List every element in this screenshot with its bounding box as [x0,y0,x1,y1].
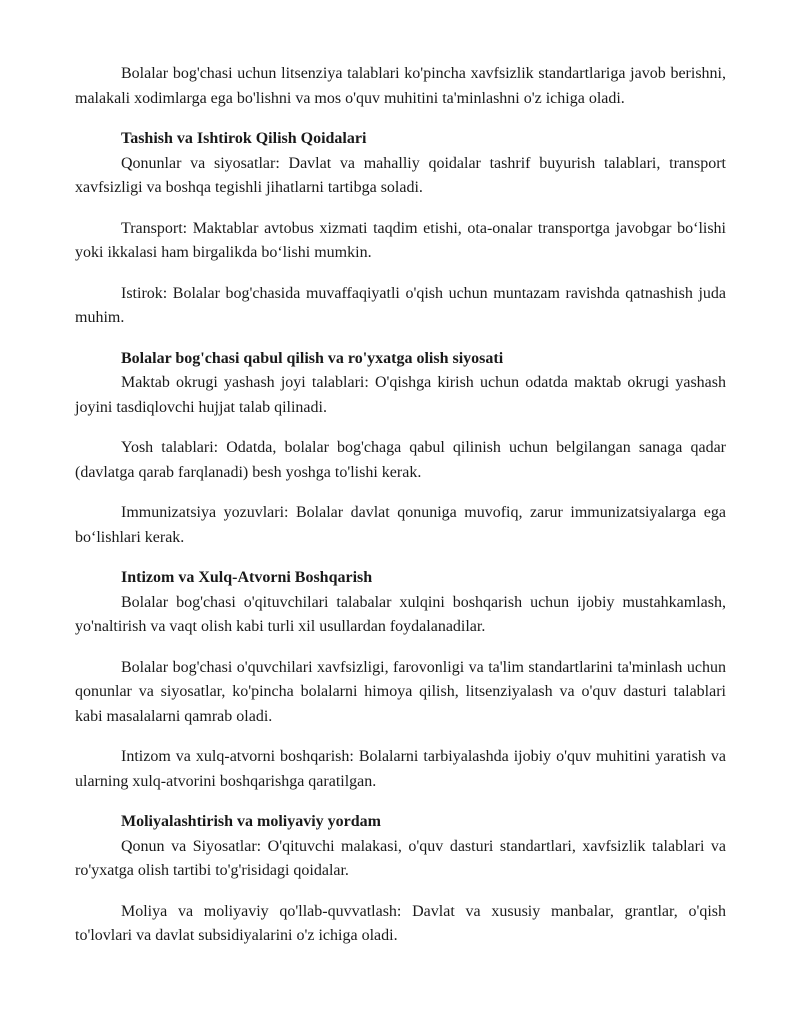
section-paragraph: Qonunlar va siyosatlar: Davlat va mahalliy qoidalar tashrif buyurish talablari, transport xavfsizligi va boshqa tegishli jihatlarni tartibga soladi. [75,154,726,196]
section-heading: Tashish va Ishtirok Qilish Qoidalari [121,130,367,147]
section-paragraph: Bolalar bog'chasi o'qituvchilari talabalar xulqini boshqarish uchun ijobiy mustahkamlash, yo'naltirish va vaqt olish kabi turli xil usullardan foydalanadilar. [75,593,726,635]
section-paragraph: Qonun va Siyosatlar: O'qituvchi malakasi, o'quv dasturi standartlari, xavfsizlik talablari va ro'yxatga olish tartibi to'g'risidagi qoidalar. [75,837,726,879]
section-paragraph: Transport: Maktablar avtobus xizmati taqdim etishi, ota-onalar transportga javobgar bo‘lishi yoki ikkalasi ham birgalikda bo‘lishi mumkin. [75,219,726,261]
section-heading: Moliyalashtirish va moliyaviy yordam [121,813,381,830]
section-paragraph: Moliya va moliyaviy qo'llab-quvvatlash: Davlat va xususiy manbalar, grantlar, o'qish to'lovlari va davlat subsidiyalarini o'z ichiga oladi. [75,902,726,944]
section-heading: Bolalar bog'chasi qabul qilish va ro'yxatga olish siyosati [121,349,504,367]
section-paragraph: Istirok: Bolalar bog'chasida muvaffaqiyatli o'qish uchun muntazam ravishda qatnashish juda muhim. [75,284,726,326]
section-paragraph: Yosh talablari: Odatda, bolalar bog'chaga qabul qilinish uchun belgilangan sanaga qadar (davlatga qarab farqlanadi) besh yoshga to'lishi kerak. [75,439,726,481]
section-heading: Intizom va Xulq-Atvorni Boshqarish [121,569,373,586]
section-paragraph: Maktab okrugi yashash joyi talablari: O'qishga kirish uchun odatda maktab okrugi yashash joyini tasdiqlovchi hujjat talab qilinadi. [75,374,726,416]
section-admission-enrollment [75,347,726,551]
section-discipline-behavior [75,566,726,794]
document-page [75,62,726,965]
section-paragraph: Bolalar bog'chasi o'quvchilari xavfsizligi, farovonligi va ta'lim standartlarini ta'minlash uchun qonunlar va siyosatlar, ko'pincha bolalarni himoya qilish, litsenziyalash va o'quv dasturi talablari kabi masalalarni qamrab oladi. [75,658,726,725]
section-paragraph: Immunizatsiya yozuvlari: Bolalar davlat qonuniga muvofiq, zarur immunizatsiyalarga ega bo‘lishlari kerak. [75,504,726,546]
section-funding-support [75,810,726,949]
intro-paragraph: Bolalar bog'chasi uchun litsenziya talablari ko'pincha xavfsizlik standartlariga javob berishni, malakali xodimlarga ega bo'lishni va mos o'quv muhitini ta'minlashni o'z ichiga oladi. [75,65,726,107]
section-paragraph: Intizom va xulq-atvorni boshqarish: Bolalarni tarbiyalashda ijobiy o'quv muhitini yaratish va ularning xulq-atvorini boshqarishga qaratilgan. [75,748,726,790]
section-transport-attendance [75,127,726,331]
